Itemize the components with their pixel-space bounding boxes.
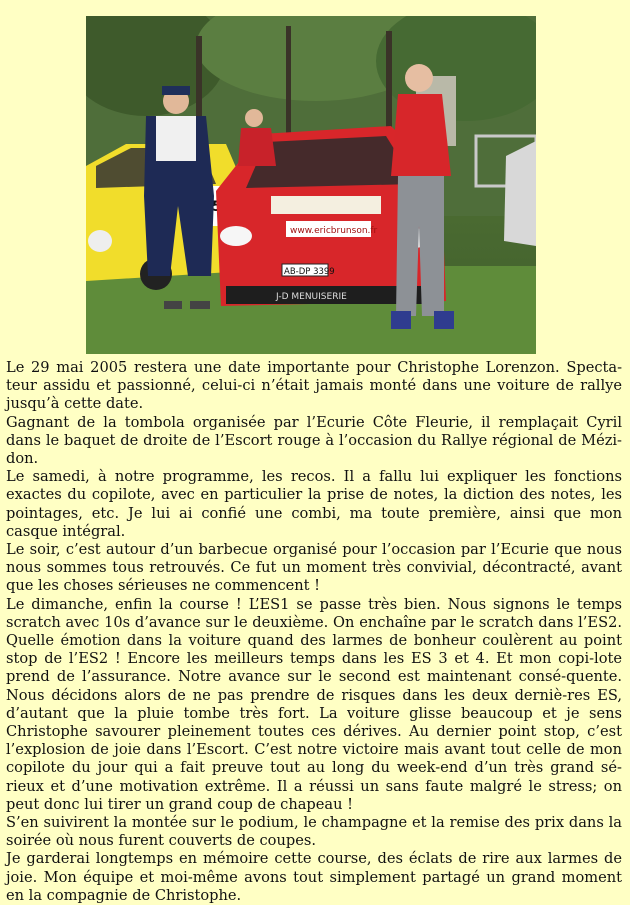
paragraph: Le 29 mai 2005 restera une date importante pour Christophe Lorenzon. Specta-teur assidu et passionné, celui-ci n’était jamais monté dans une voiture de rallye jusqu’à cette date. [6,359,622,413]
paragraph: Je garderai longtemps en mémoire cette course, des éclats de rire aux larmes de joie. Mon équipe et moi-même avons tout simplement partagé un grand moment en la compagnie de Christophe. [6,850,622,904]
paragraph: Le samedi, à notre programme, les recos. Il a fallu lui expliquer les fonctions exactes du copilote, avec en particulier la prise de notes, la diction des notes, les pointages, etc. Je lui ai confié une combi, ma toute première, ainsi que mon casque intégral. [6,468,622,540]
bumper-sponsor: J-D MENUISERIE [276,292,347,302]
paragraph: Le dimanche, enfin la course ! L’ES1 se passe très bien. Nous signons le temps scratch avec 10s d’avance sur le deuxième. On enchaîne par le scratch dans l’ES2. Quelle émotion dans la voiture quand des larmes de bonheur coulèrent au point stop de l’ES2 ! Encore les meilleurs temps dans les ES 3 et 4. Et mon copi-lote prend de l’assurance. Notre avance sur le second est maintenant consé-quente. Nous décidons alors de ne pas prendre de risques dans les deux derniè-res ES, d’autant que la pluie tombe très fort. La voiture glisse beaucoup et je sens Christophe savourer pleinement toutes ces dérives. Au dernier point stop, c’est l’explosion de joie dans l’Escort. C’est notre victoire mais avant tout celle de mon copilote du jour qui a fait preuve tout au long du week-end d’un très grand sé-rieux et d’une motivation extrême. Il a réussi un sans faute malgré le stress; on peut donc lui tirer un grand coup de chapeau ! [6,595,622,813]
paragraph: S’en suivirent la montée sur le podium, le champagne et la remise des prix dans la soirée où nous furent couverts de coupes. [6,814,622,850]
rally-photo [86,16,536,354]
rally-photo-drawing [86,16,536,354]
sponsor-url: www.ericbrunson.fr [290,226,378,236]
article-text [6,359,622,905]
paragraph: Gagnant de la tombola organisée par l’Ecurie Côte Fleurie, il remplaçait Cyril dans le baquet de droite de l’Escort rouge à l’occasion du Rallye régional de Mézi-don. [6,413,622,468]
paragraph: Le soir, c’est autour d’un barbecue organisé pour l’occasion par l’Ecurie que nous nous sommes tous retrouvés. Ce fut un moment très convivial, décontracté, avant que les choses sérieuses ne commencent ! [6,541,622,595]
license-plate: AB-DP 3399 [284,267,335,277]
